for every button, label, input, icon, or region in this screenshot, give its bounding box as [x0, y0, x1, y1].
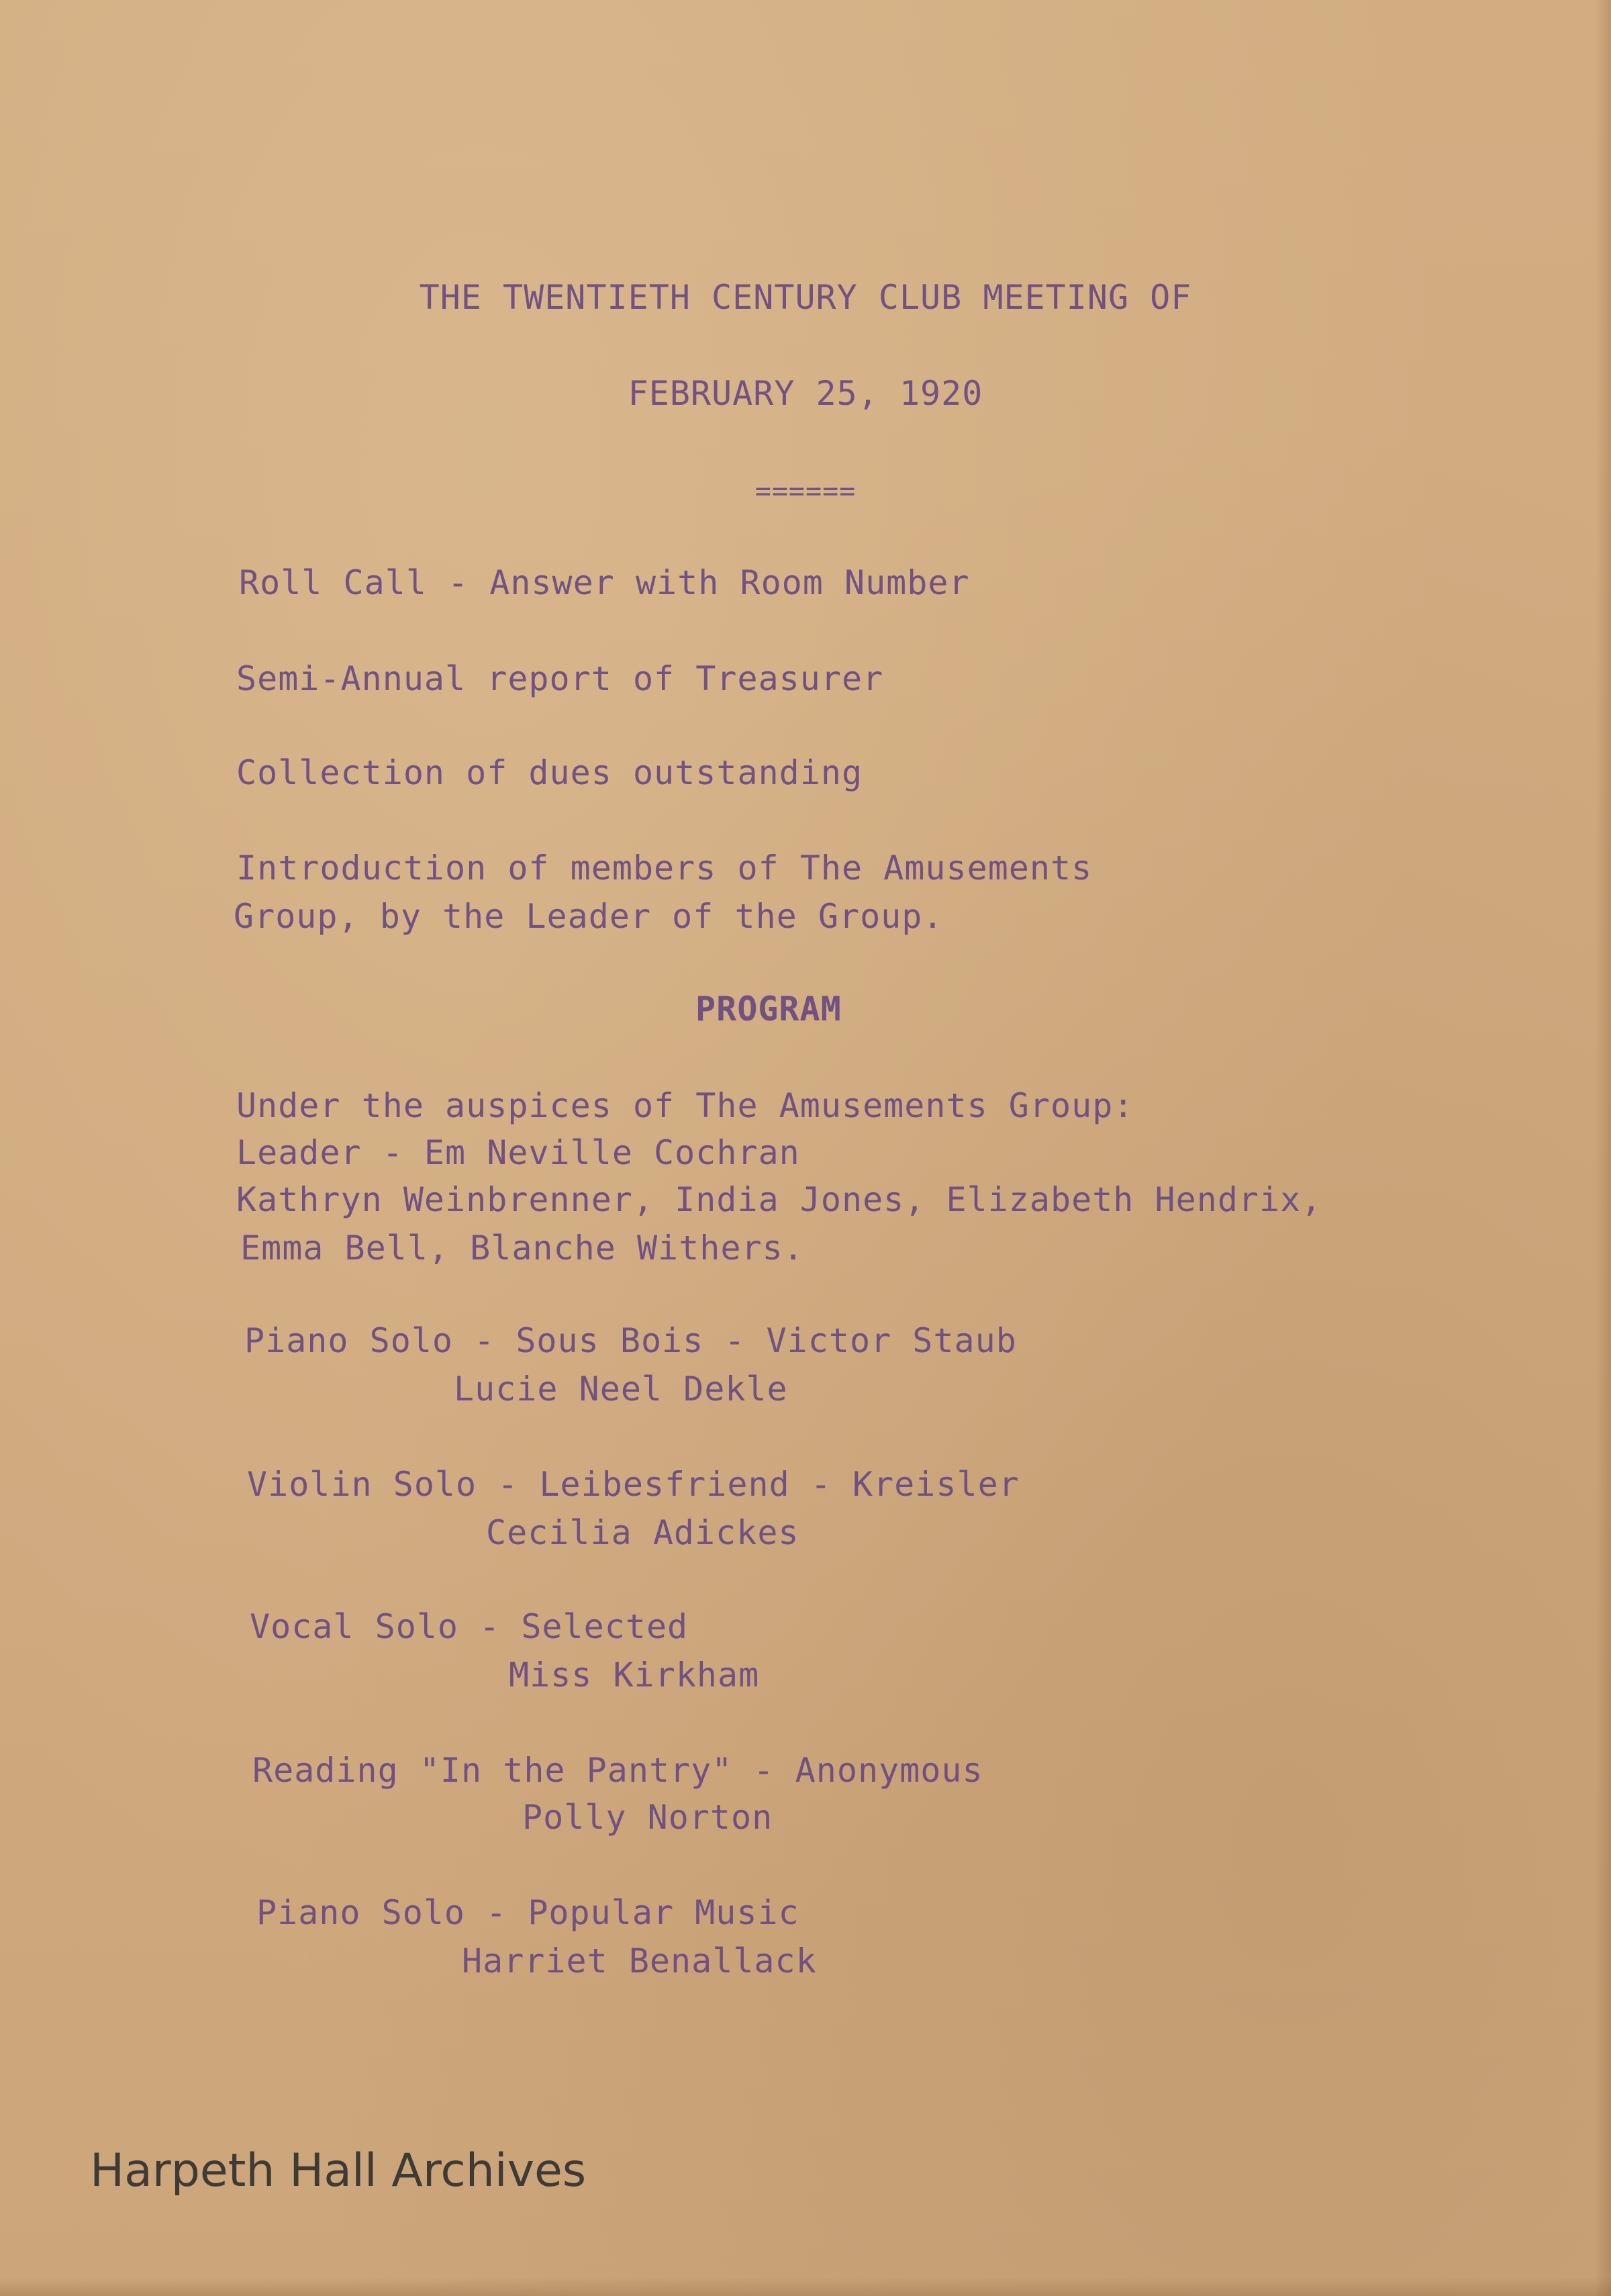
document-date: FEBRUARY 25, 1920 — [628, 374, 983, 413]
program-intro-line1: Under the auspices of The Amusements Group: — [236, 1086, 1134, 1125]
program-item-performer: Polly Norton — [522, 1798, 773, 1837]
program-item-title: Piano Solo - Popular Music — [256, 1893, 799, 1932]
archive-watermark: Harpeth Hall Archives — [90, 2144, 587, 2197]
title-divider: ====== — [754, 476, 857, 507]
paper-edge-shadow — [1595, 0, 1611, 2296]
agenda-item-introduction-line1: Introduction of members of The Amusements — [236, 849, 1093, 888]
program-item-title: Piano Solo - Sous Bois - Victor Staub — [244, 1321, 1017, 1360]
program-item-performer: Cecilia Adickes — [486, 1513, 799, 1552]
program-item-title: Violin Solo - Leibesfriend - Kreisler — [247, 1465, 1020, 1504]
program-item-performer: Harriet Benallack — [462, 1942, 817, 1980]
agenda-item-roll-call: Roll Call - Answer with Room Number — [239, 563, 970, 602]
program-item-title: Reading "In the Pantry" - Anonymous — [252, 1751, 983, 1790]
program-heading: PROGRAM — [695, 990, 842, 1029]
program-intro-members-line1: Kathryn Weinbrenner, India Jones, Elizabeth Hendrix, — [236, 1180, 1322, 1219]
agenda-item-treasurer-report: Semi-Annual report of Treasurer — [236, 659, 884, 698]
program-intro-leader: Leader - Em Neville Cochran — [236, 1133, 800, 1172]
paper-edge-shadow — [0, 2277, 1611, 2296]
program-intro-members-line2: Emma Bell, Blanche Withers. — [240, 1229, 804, 1267]
document-title: THE TWENTIETH CENTURY CLUB MEETING OF — [419, 278, 1192, 317]
program-item-performer: Lucie Neel Dekle — [454, 1370, 788, 1408]
program-item-performer: Miss Kirkham — [509, 1656, 760, 1694]
agenda-item-dues: Collection of dues outstanding — [236, 753, 863, 792]
program-item-title: Vocal Solo - Selected — [250, 1607, 689, 1646]
agenda-item-introduction-line2: Group, by the Leader of the Group. — [234, 897, 944, 936]
